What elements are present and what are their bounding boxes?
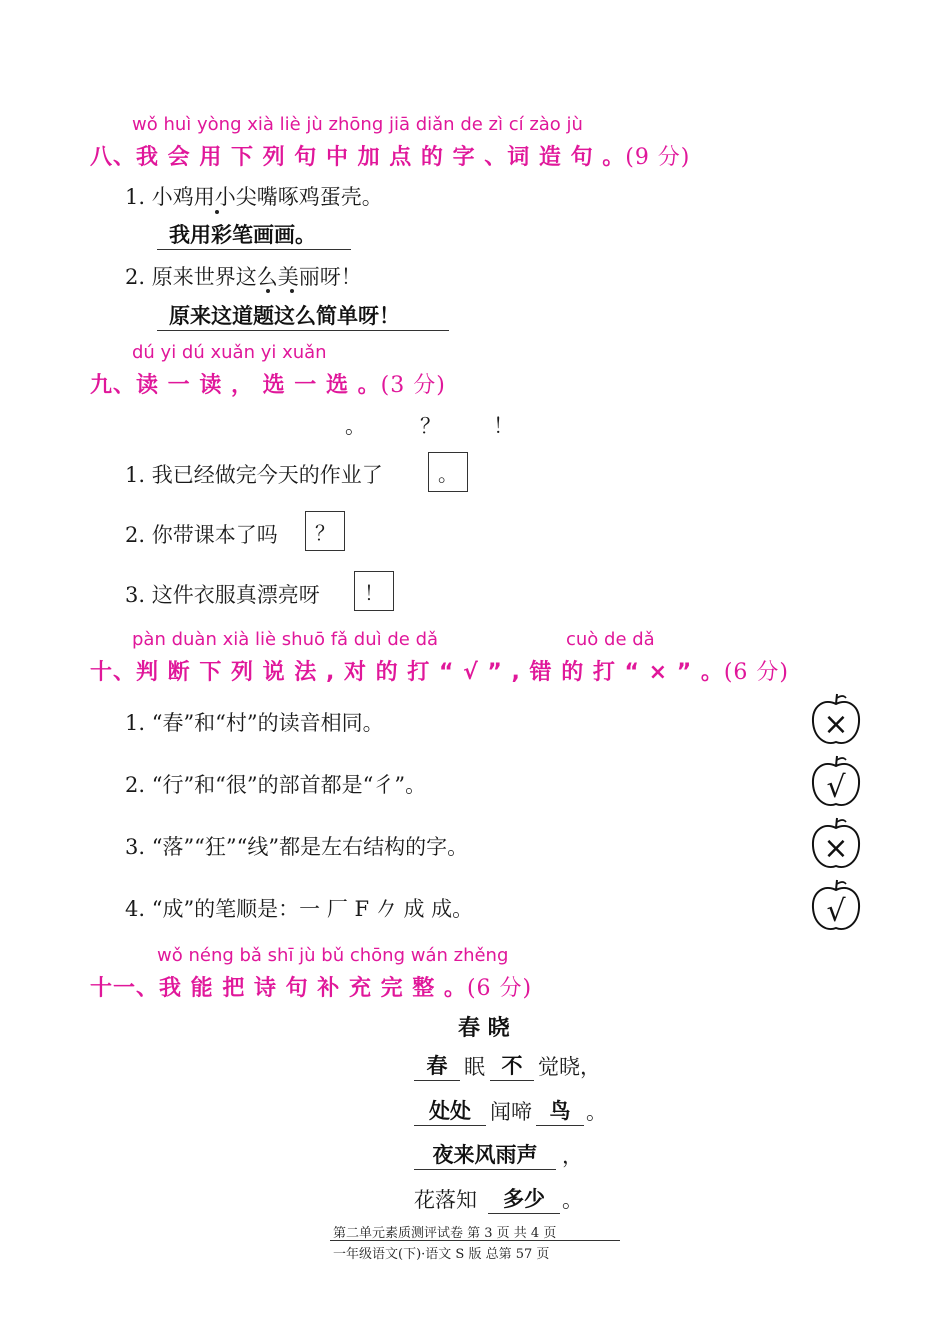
sec9-item-2: 2. 你带课本了吗 [125, 523, 278, 547]
answer-box-1: 。 [428, 452, 468, 492]
footer-divider [330, 1240, 620, 1241]
sec10-item-1: 1. “春”和“村”的读音相同。 [125, 711, 384, 735]
poem-title: 春 晓 [458, 1016, 510, 1041]
sec8-heading [90, 140, 690, 171]
choice-exclaim: ！ [493, 414, 514, 438]
sec9-item-1: 1. 我已经做完今天的作业了 [125, 463, 383, 487]
sec10-points: (6 分) [723, 660, 790, 685]
sec8-points: (9 分) [625, 145, 691, 170]
poem-text: 眠 [464, 1055, 485, 1079]
poem-text: 。 [586, 1100, 607, 1124]
sec8-answer-2: 原来这道题这么简单呀！ [157, 300, 449, 331]
mark-3: × [823, 831, 849, 866]
sec10-heading-text: 十、判 断 下 列 说 法 , 对 的 打 “ √ ” , 错 的 打 “ × ” 。 [90, 660, 724, 685]
sec11-heading-text: 十一、我 能 把 诗 句 补 充 完 整 。 [90, 976, 467, 1001]
sec8-heading-text: 八、我 会 用 下 列 句 中 加 点 的 字 、词 造 句 。 [90, 145, 626, 170]
apple-icon [810, 692, 862, 748]
poem-blank: 鸟 [536, 1095, 584, 1126]
apple-icon [810, 878, 862, 934]
sec10-item-2: 2. “行”和“很”的部首都是“彳”。 [125, 773, 427, 797]
sec9-heading-text: 九、读 一 读 ， 选 一 选 。 [90, 373, 381, 398]
poem-blank: 夜来风雨声 [414, 1139, 556, 1170]
poem-blank: 春 [414, 1050, 460, 1081]
sec10-heading [90, 655, 789, 686]
poem-text: 觉晓， [538, 1055, 601, 1079]
sec11-points: (6 分) [466, 976, 533, 1001]
sec10-item-4: 4. “成”的笔顺是：一 厂 F 𠂊 成 成。 [125, 897, 474, 921]
sec8-answer-1: 我用彩笔画画。 [157, 219, 351, 250]
mark-4: √ [826, 894, 846, 929]
sec9-pinyin: dú yi dú xuǎn yi xuǎn [132, 342, 327, 363]
answer-box-3: ！ [354, 571, 394, 611]
emphasis-dot [290, 289, 294, 293]
sec8-question-1: 1. 小鸡用小尖嘴啄鸡蛋壳。 [125, 185, 383, 209]
emphasis-dot [215, 210, 219, 214]
choice-question: ？ [420, 414, 441, 438]
sec10-item-3: 3. “落”“狂”“线”都是左右结构的字。 [125, 835, 469, 859]
mark-2: √ [826, 770, 846, 805]
sec9-heading [90, 368, 446, 399]
sec10-pinyin-b: cuò de dǎ [566, 629, 655, 650]
mark-1: × [823, 707, 849, 742]
footer-line-1: 第二单元素质测评试卷 第 3 页 共 4 页 [333, 1226, 557, 1241]
emphasis-dot [266, 289, 270, 293]
sec9-item-3: 3. 这件衣服真漂亮呀 [125, 583, 320, 607]
poem-text: 。 [562, 1188, 583, 1212]
choice-period: 。 [345, 414, 366, 438]
sec8-pinyin: wǒ huì yòng xià liè jù zhōng jiā diǎn de zì cí zào jù [132, 114, 583, 135]
poem-text: 花落知 [414, 1188, 477, 1212]
apple-icon [810, 754, 862, 810]
poem-blank: 多少 [488, 1183, 560, 1214]
sec10-pinyin-a: pàn duàn xià liè shuō fǎ duì de dǎ [132, 629, 439, 650]
poem-text: 闻啼 [490, 1100, 532, 1124]
answer-box-2: ？ [305, 511, 345, 551]
poem-blank: 不 [490, 1050, 534, 1081]
footer-line-2: 一年级语文(下)·语文 S 版 总第 57 页 [333, 1247, 550, 1262]
sec11-heading [90, 971, 532, 1002]
sec9-points: (3 分) [380, 373, 446, 398]
poem-blank: 处处 [414, 1095, 486, 1126]
sec8-question-2: 2. 原来世界这么美丽呀！ [125, 265, 362, 289]
poem-text: ， [562, 1144, 583, 1168]
apple-icon [810, 816, 862, 872]
sec11-pinyin: wǒ néng bǎ shī jù bǔ chōng wán zhěng [157, 945, 509, 966]
